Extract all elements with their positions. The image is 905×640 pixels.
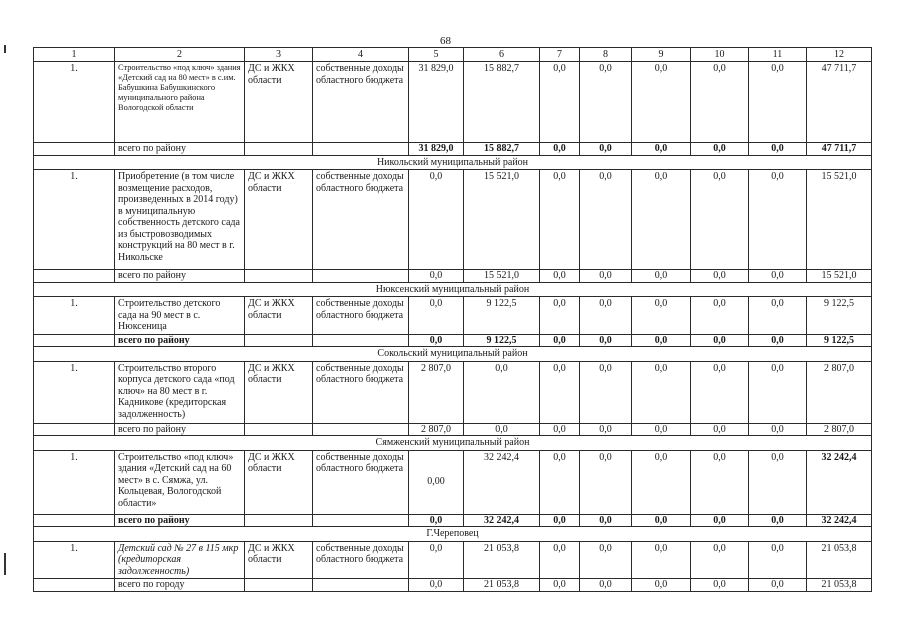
total-cell: 0,0	[632, 423, 691, 436]
table-row	[34, 541, 872, 579]
total-label: всего по району	[115, 514, 245, 527]
value-cell: 0,0	[540, 541, 580, 579]
region-title: Сокольский муниципальный район	[34, 347, 872, 362]
region-row	[34, 347, 872, 362]
total-cell: 0,0	[632, 143, 691, 156]
table-row	[34, 170, 872, 270]
value-cell: 0,00	[409, 450, 464, 514]
value-cell: 15 521,0	[464, 170, 540, 270]
total-cell: 0,0	[540, 423, 580, 436]
total-cell: 15 882,7	[464, 143, 540, 156]
value-cell: 0,0	[749, 450, 807, 514]
total-cell: 0,0	[632, 514, 691, 527]
value-cell: 0,0	[632, 541, 691, 579]
value-cell: 0,0	[749, 62, 807, 143]
row-index: 1.	[34, 170, 115, 270]
region-row	[34, 155, 872, 170]
total-row	[34, 143, 872, 156]
executor: ДС и ЖКХ области	[245, 541, 313, 579]
column-header: 8	[580, 48, 632, 62]
total-row	[34, 579, 872, 592]
table-row	[34, 297, 872, 335]
region-row	[34, 282, 872, 297]
value-cell: 0,0	[409, 170, 464, 270]
value-cell: 9 122,5	[807, 297, 872, 335]
total-cell: 0,0	[691, 423, 749, 436]
total-cell: 0,0	[632, 334, 691, 347]
value-cell: 0,0	[540, 450, 580, 514]
total-row	[34, 423, 872, 436]
total-cell: 21 053,8	[464, 579, 540, 592]
value-cell: 0,0	[632, 361, 691, 423]
row-index: 1.	[34, 62, 115, 143]
total-cell: 0,0	[540, 270, 580, 283]
value-cell: 0,0	[632, 170, 691, 270]
total-label: всего по району	[115, 143, 245, 156]
total-cell: 31 829,0	[409, 143, 464, 156]
object-name: Строительство «под ключ» здания «Детский сад на 60 мест» в с. Сямжа, ул. Кольцевая, Вологодской области»	[115, 450, 245, 514]
value-cell: 0,0	[632, 297, 691, 335]
total-cell: 0,0	[464, 423, 540, 436]
total-cell: 0,0	[580, 270, 632, 283]
total-cell: 15 521,0	[464, 270, 540, 283]
total-cell: 0,0	[580, 143, 632, 156]
total-cell: 0,0	[580, 514, 632, 527]
value-cell: 0,0	[540, 361, 580, 423]
value-cell: 0,0	[540, 297, 580, 335]
column-header: 12	[807, 48, 872, 62]
column-header: 1	[34, 48, 115, 62]
table-row	[34, 450, 872, 514]
column-header: 3	[245, 48, 313, 62]
total-label: всего по городу	[115, 579, 245, 592]
value-cell: 0,0	[409, 297, 464, 335]
value-cell: 0,0	[749, 170, 807, 270]
value-cell: 21 053,8	[807, 541, 872, 579]
value-cell: 21 053,8	[464, 541, 540, 579]
total-cell: 0,0	[540, 143, 580, 156]
total-cell: 0,0	[749, 334, 807, 347]
column-header: 4	[313, 48, 409, 62]
value-cell: 15 882,7	[464, 62, 540, 143]
row-index: 1.	[34, 361, 115, 423]
value-cell: 0,0	[580, 62, 632, 143]
total-cell: 0,0	[691, 270, 749, 283]
margin-mark	[4, 45, 6, 53]
total-cell: 0,0	[540, 514, 580, 527]
value-cell: 2 807,0	[409, 361, 464, 423]
total-cell: 0,0	[691, 579, 749, 592]
total-label: всего по району	[115, 423, 245, 436]
value-cell: 9 122,5	[464, 297, 540, 335]
value-cell: 0,0	[632, 62, 691, 143]
funding-source: собственные доходы областного бюджета	[313, 62, 409, 143]
total-cell: 0,0	[580, 423, 632, 436]
column-header: 10	[691, 48, 749, 62]
total-cell: 0,0	[632, 270, 691, 283]
region-row	[34, 436, 872, 451]
value-cell: 0,0	[691, 62, 749, 143]
total-cell: 0,0	[580, 334, 632, 347]
value-cell: 0,0	[409, 541, 464, 579]
region-title: Сямженский муниципальный район	[34, 436, 872, 451]
total-cell: 15 521,0	[807, 270, 872, 283]
value-cell: 0,0	[691, 170, 749, 270]
total-cell: 2 807,0	[409, 423, 464, 436]
value-cell: 0,0	[580, 297, 632, 335]
object-name: Строительство «под ключ» здания «Детский сад на 80 мест» в с.им. Бабушкина Бабушкинского муниципального района Вологодской области	[115, 62, 245, 143]
budget-table	[33, 47, 872, 592]
total-row	[34, 334, 872, 347]
total-cell: 0,0	[632, 579, 691, 592]
object-name: Строительство второго корпуса детского сада «под ключ» на 80 мест в г. Кадникове (кредиторская задолженность)	[115, 361, 245, 423]
margin-mark	[4, 553, 6, 575]
total-label: всего по району	[115, 334, 245, 347]
total-cell: 0,0	[409, 579, 464, 592]
funding-source: собственные доходы областного бюджета	[313, 361, 409, 423]
total-cell: 0,0	[691, 514, 749, 527]
value-cell: 47 711,7	[807, 62, 872, 143]
page-number: 68	[440, 35, 451, 47]
value-cell: 0,0	[691, 450, 749, 514]
total-cell: 2 807,0	[807, 423, 872, 436]
executor: ДС и ЖКХ области	[245, 62, 313, 143]
executor: ДС и ЖКХ области	[245, 361, 313, 423]
total-label: всего по району	[115, 270, 245, 283]
row-index: 1.	[34, 297, 115, 335]
total-cell: 0,0	[749, 579, 807, 592]
executor: ДС и ЖКХ области	[245, 450, 313, 514]
column-header: 5	[409, 48, 464, 62]
column-header: 6	[464, 48, 540, 62]
total-cell: 0,0	[691, 334, 749, 347]
funding-source: собственные доходы областного бюджета	[313, 170, 409, 270]
value-cell: 0,0	[749, 541, 807, 579]
value-cell: 0,0	[580, 361, 632, 423]
total-cell: 0,0	[749, 514, 807, 527]
total-row	[34, 270, 872, 283]
column-header: 11	[749, 48, 807, 62]
value-cell: 32 242,4	[464, 450, 540, 514]
column-number-row	[34, 48, 872, 62]
row-index: 1.	[34, 450, 115, 514]
total-cell: 21 053,8	[807, 579, 872, 592]
column-header: 7	[540, 48, 580, 62]
value-cell: 0,0	[691, 297, 749, 335]
column-header: 2	[115, 48, 245, 62]
total-cell: 0,0	[749, 423, 807, 436]
total-cell: 32 242,4	[464, 514, 540, 527]
value-cell: 0,0	[632, 450, 691, 514]
region-title: Г.Череповец	[34, 527, 872, 542]
total-cell: 0,0	[691, 143, 749, 156]
total-cell: 0,0	[540, 579, 580, 592]
row-index: 1.	[34, 541, 115, 579]
value-cell: 0,0	[540, 170, 580, 270]
value-cell: 0,0	[540, 62, 580, 143]
total-cell: 0,0	[749, 270, 807, 283]
value-cell: 31 829,0	[409, 62, 464, 143]
region-title: Никольский муниципальный район	[34, 155, 872, 170]
object-name: Приобретение (в том числе возмещение расходов, произведенных в 2014 году) в муниципальную собственность детского сада из быстровозводимых конструкций на 80 мест в г. Никольске	[115, 170, 245, 270]
funding-source: собственные доходы областного бюджета	[313, 297, 409, 335]
column-header: 9	[632, 48, 691, 62]
total-cell: 32 242,4	[807, 514, 872, 527]
total-cell: 0,0	[409, 514, 464, 527]
executor: ДС и ЖКХ области	[245, 297, 313, 335]
funding-source: собственные доходы областного бюджета	[313, 541, 409, 579]
total-cell: 0,0	[580, 579, 632, 592]
table-row	[34, 361, 872, 423]
value-cell: 0,0	[580, 541, 632, 579]
value-cell: 0,0	[691, 541, 749, 579]
value-cell: 2 807,0	[807, 361, 872, 423]
region-row	[34, 527, 872, 542]
total-cell: 47 711,7	[807, 143, 872, 156]
total-cell: 0,0	[409, 270, 464, 283]
total-cell: 9 122,5	[464, 334, 540, 347]
value-cell: 0,0	[580, 450, 632, 514]
total-cell: 0,0	[540, 334, 580, 347]
total-cell: 0,0	[409, 334, 464, 347]
value-cell: 0,0	[749, 297, 807, 335]
total-cell: 9 122,5	[807, 334, 872, 347]
value-cell: 0,0	[464, 361, 540, 423]
total-cell: 0,0	[749, 143, 807, 156]
value-cell: 0,0	[691, 361, 749, 423]
value-cell: 32 242,4	[807, 450, 872, 514]
value-cell: 15 521,0	[807, 170, 872, 270]
object-name: Детский сад № 27 в 115 мкр (кредиторская задолженность)	[115, 541, 245, 579]
total-row	[34, 514, 872, 527]
value-cell: 0,0	[580, 170, 632, 270]
region-title: Нюксенский муниципальный район	[34, 282, 872, 297]
object-name: Строительство детского сада на 90 мест в с. Нюксеница	[115, 297, 245, 335]
value-cell: 0,0	[749, 361, 807, 423]
funding-source: собственные доходы областного бюджета	[313, 450, 409, 514]
table-row	[34, 62, 872, 143]
executor: ДС и ЖКХ области	[245, 170, 313, 270]
